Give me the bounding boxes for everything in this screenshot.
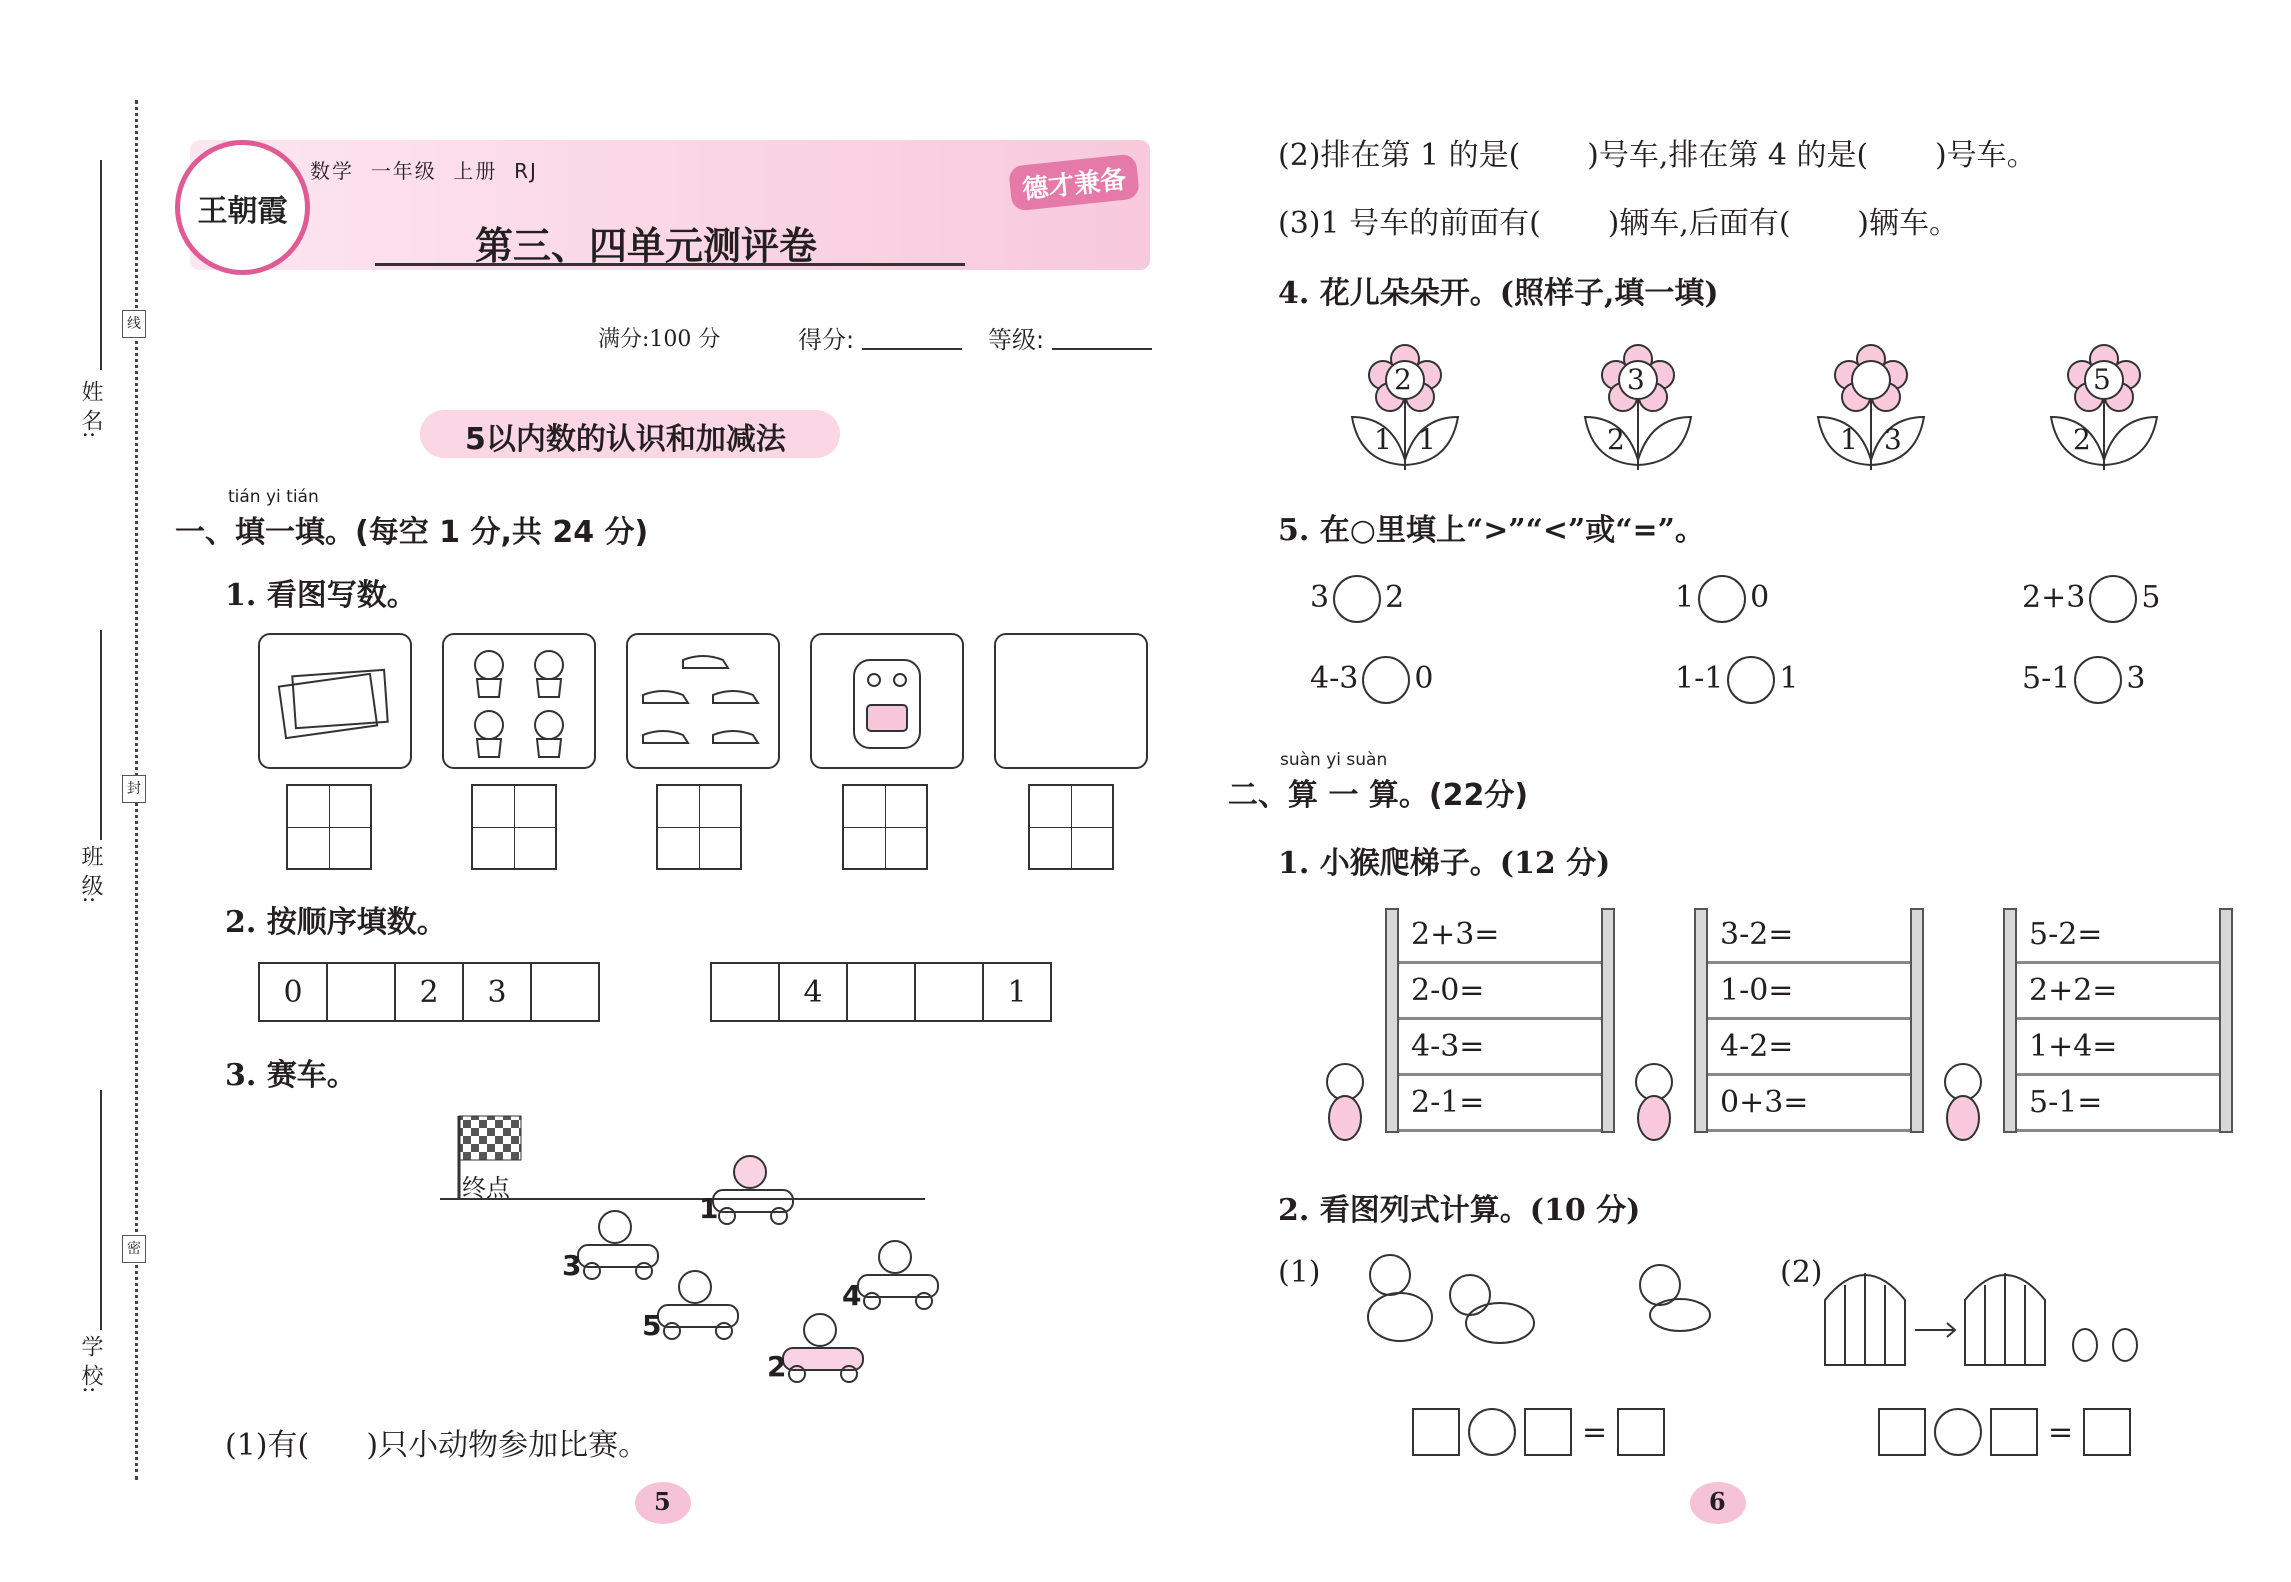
- compare-circle[interactable]: [1333, 575, 1381, 623]
- cats-picture: [1340, 1245, 1740, 1359]
- compare-left: 3: [1310, 580, 1330, 615]
- sequence-row-b: [710, 962, 1052, 1022]
- compare-circle[interactable]: [2074, 656, 2122, 704]
- page-number-left: 5: [654, 1487, 671, 1516]
- ladder-3: [2003, 908, 2233, 1133]
- seq-b-cell[interactable]: [916, 964, 984, 1020]
- ladder-equation[interactable]: 5-2=: [2017, 908, 2219, 964]
- seq-a-cell[interactable]: 0: [260, 964, 328, 1020]
- q3-1-text: (1)有( )只小动物参加比赛。: [225, 1428, 649, 1463]
- name-label: 姓 名:: [78, 380, 103, 439]
- race-car-2: [765, 1308, 875, 1388]
- ladder-rail: [1385, 908, 1399, 1133]
- brand-name: 王朝霞: [197, 193, 288, 229]
- full-score: 满分:100 分: [598, 327, 721, 352]
- compare-right: 0: [1414, 661, 1434, 696]
- seq-a-cell[interactable]: 3: [464, 964, 532, 1020]
- part1-heading: 一、填一填。(每空 1 分,共 24 分): [175, 515, 649, 550]
- car-number-4: 4: [842, 1279, 862, 1312]
- compare-left: 4-3: [1310, 661, 1359, 696]
- title-underline: [375, 263, 965, 266]
- picture-box-cards: [258, 633, 412, 769]
- equation-box[interactable]: [1878, 1408, 1926, 1456]
- ladder-rail: [2003, 908, 2017, 1133]
- flower-1-top[interactable]: 2: [1394, 363, 1412, 396]
- monkey-icon: [1315, 1060, 1375, 1148]
- section-banner: 5以内数的认识和加减法: [465, 422, 786, 457]
- page-title: 第三、四单元测评卷: [475, 224, 818, 268]
- ladder-equation[interactable]: 0+3=: [1708, 1076, 1910, 1132]
- class-label: 班 级:: [78, 845, 103, 904]
- ladder-rail: [2219, 908, 2233, 1133]
- flower-4-top[interactable]: 5: [2093, 363, 2111, 396]
- compare-circle[interactable]: [1698, 575, 1746, 623]
- sub-question-1-label: (1): [1278, 1255, 1321, 1290]
- flower-2: [1573, 335, 1703, 475]
- compare-right: 2: [1385, 580, 1405, 615]
- seal-mark-secret: 密: [122, 1235, 146, 1263]
- equation-row-2: [1878, 1408, 2131, 1456]
- finish-label: 终点: [462, 1174, 510, 1202]
- compare-right: 1: [1779, 661, 1799, 696]
- flower-1-right[interactable]: 1: [1418, 423, 1436, 456]
- grade-blank[interactable]: [1052, 348, 1152, 350]
- answer-grid-5[interactable]: [1028, 784, 1114, 870]
- equation-box[interactable]: [1412, 1408, 1460, 1456]
- flower-2-top[interactable]: 3: [1627, 363, 1645, 396]
- q2-text: 2. 按顺序填数。: [225, 905, 447, 940]
- compare-right: 0: [1750, 580, 1770, 615]
- operator-circle[interactable]: [1934, 1408, 1982, 1456]
- ladder-equation[interactable]: 2+2=: [2017, 964, 2219, 1020]
- grade-label: 等级:: [988, 326, 1045, 354]
- picture-box-empty: [994, 633, 1148, 769]
- ladder-1: [1385, 908, 1615, 1133]
- compare-item: [1310, 656, 1433, 704]
- compare-circle[interactable]: [1362, 656, 1410, 704]
- answer-grid-2[interactable]: [471, 784, 557, 870]
- compare-right: 5: [2141, 580, 2161, 615]
- race-car-4: [840, 1235, 950, 1315]
- compare-circle[interactable]: [1727, 656, 1775, 704]
- page-number-right: 6: [1709, 1487, 1726, 1516]
- compare-right: 3: [2126, 661, 2146, 696]
- seq-b-cell[interactable]: [848, 964, 916, 1020]
- part2-pinyin: suàn yi suàn: [1280, 750, 1388, 770]
- school-line: [100, 1090, 102, 1330]
- brand-logo: [175, 140, 310, 275]
- class-line: [100, 630, 102, 840]
- equation-box[interactable]: [1524, 1408, 1572, 1456]
- bird-cage-picture: [1815, 1245, 2145, 1379]
- part2-heading: 二、算 一 算。(22分): [1228, 778, 1529, 813]
- car-number-3: 3: [562, 1249, 582, 1282]
- finish-line: [440, 1198, 925, 1200]
- q3-3-text: (3)1 号车的前面有( )辆车,后面有( )辆车。: [1278, 206, 1959, 241]
- flower-3-left[interactable]: 1: [1840, 423, 1858, 456]
- monkey-icon: [1933, 1060, 1993, 1148]
- ladder-equation[interactable]: 1+4=: [2017, 1020, 2219, 1076]
- ladder-equation[interactable]: 4-2=: [1708, 1020, 1910, 1076]
- seal-mark-line: 线: [122, 310, 146, 338]
- q5-text: 5. 在○里填上“>”“<”或“=”。: [1278, 513, 1705, 548]
- race-car-5: [640, 1265, 750, 1345]
- flower-4: [2039, 335, 2169, 475]
- car-number-1: 1: [699, 1192, 719, 1225]
- seq-a-cell[interactable]: [328, 964, 396, 1020]
- compare-item: [1675, 656, 1798, 704]
- flower-4-left[interactable]: 2: [2073, 423, 2091, 456]
- compare-left: 5-1: [2022, 661, 2071, 696]
- operator-circle[interactable]: [1468, 1408, 1516, 1456]
- answer-grid-3[interactable]: [656, 784, 742, 870]
- compare-item: [2022, 575, 2160, 623]
- answer-grid-4[interactable]: [842, 784, 928, 870]
- compare-left: 1: [1675, 580, 1695, 615]
- flower-1-left[interactable]: 1: [1374, 423, 1392, 456]
- car-number-2: 2: [767, 1350, 787, 1383]
- compare-item: [2022, 656, 2145, 704]
- q3-text: 3. 赛车。: [225, 1058, 357, 1093]
- compare-circle[interactable]: [2089, 575, 2137, 623]
- equals-sign: =: [1582, 1414, 1608, 1450]
- equation-box[interactable]: [1990, 1408, 2038, 1456]
- seq-a-cell[interactable]: 2: [396, 964, 464, 1020]
- flower-3-right[interactable]: 3: [1884, 423, 1902, 456]
- part1-pinyin: tián yi tián: [228, 487, 319, 507]
- ladder-equation[interactable]: 2-0=: [1399, 964, 1601, 1020]
- p2q1-text: 1. 小猴爬梯子。(12 分): [1278, 846, 1611, 881]
- picture-box-dolls: [442, 633, 596, 769]
- name-line: [100, 160, 102, 370]
- equation-box[interactable]: [2083, 1408, 2131, 1456]
- ladder-rail: [1601, 908, 1615, 1133]
- ladder-rail: [1694, 908, 1708, 1133]
- score-blank[interactable]: [862, 348, 962, 350]
- compare-item: [1310, 575, 1404, 623]
- compare-left: 1-1: [1675, 661, 1724, 696]
- seq-b-cell[interactable]: 4: [780, 964, 848, 1020]
- ladder-equation[interactable]: 1-0=: [1708, 964, 1910, 1020]
- sequence-row-a: [258, 962, 600, 1022]
- q3-2-text: (2)排在第 1 的是( )号车,排在第 4 的是( )号车。: [1278, 138, 2037, 173]
- seq-b-cell[interactable]: [712, 964, 780, 1020]
- sub-question-2-label: (2): [1780, 1255, 1823, 1290]
- flower-2-left[interactable]: 2: [1607, 423, 1625, 456]
- ladder-equation[interactable]: 5-1=: [2017, 1076, 2219, 1132]
- equation-box[interactable]: [1617, 1408, 1665, 1456]
- ladder-equation[interactable]: 4-3=: [1399, 1020, 1601, 1076]
- p2q2-text: 2. 看图列式计算。(10 分): [1278, 1193, 1641, 1228]
- badge: 德才兼备: [1008, 153, 1140, 211]
- q4-text: 4. 花儿朵朵开。(照样子,填一填): [1278, 276, 1719, 311]
- seq-a-cell[interactable]: [532, 964, 598, 1020]
- picture-box-shoes: [626, 633, 780, 769]
- answer-grid-1[interactable]: [286, 784, 372, 870]
- ladder-rail: [1910, 908, 1924, 1133]
- school-label: 学 校:: [78, 1335, 103, 1394]
- equation-row-1: [1412, 1408, 1665, 1456]
- picture-box-backpack: [810, 633, 964, 769]
- ladder-equation[interactable]: 3-2=: [1708, 908, 1910, 964]
- equals-sign: =: [2048, 1414, 2074, 1450]
- score-label: 得分:: [798, 326, 855, 354]
- flower-3: [1806, 335, 1936, 475]
- ladder-2: [1694, 908, 1924, 1133]
- seq-b-cell[interactable]: 1: [1007, 974, 1027, 1010]
- seal-mark-seal: 封: [122, 775, 146, 803]
- flower-1: [1340, 335, 1470, 475]
- ladder-equation[interactable]: 2-1=: [1399, 1076, 1601, 1132]
- compare-item: [1675, 575, 1769, 623]
- car-number-5: 5: [642, 1309, 662, 1342]
- subject-line: 数学 一年级 上册 RJ: [310, 159, 538, 183]
- ladder-equation[interactable]: 2+3=: [1399, 908, 1601, 964]
- compare-left: 2+3: [2022, 580, 2086, 615]
- q1-text: 1. 看图写数。: [225, 578, 417, 613]
- race-car-1: [695, 1150, 805, 1230]
- monkey-icon: [1624, 1060, 1684, 1148]
